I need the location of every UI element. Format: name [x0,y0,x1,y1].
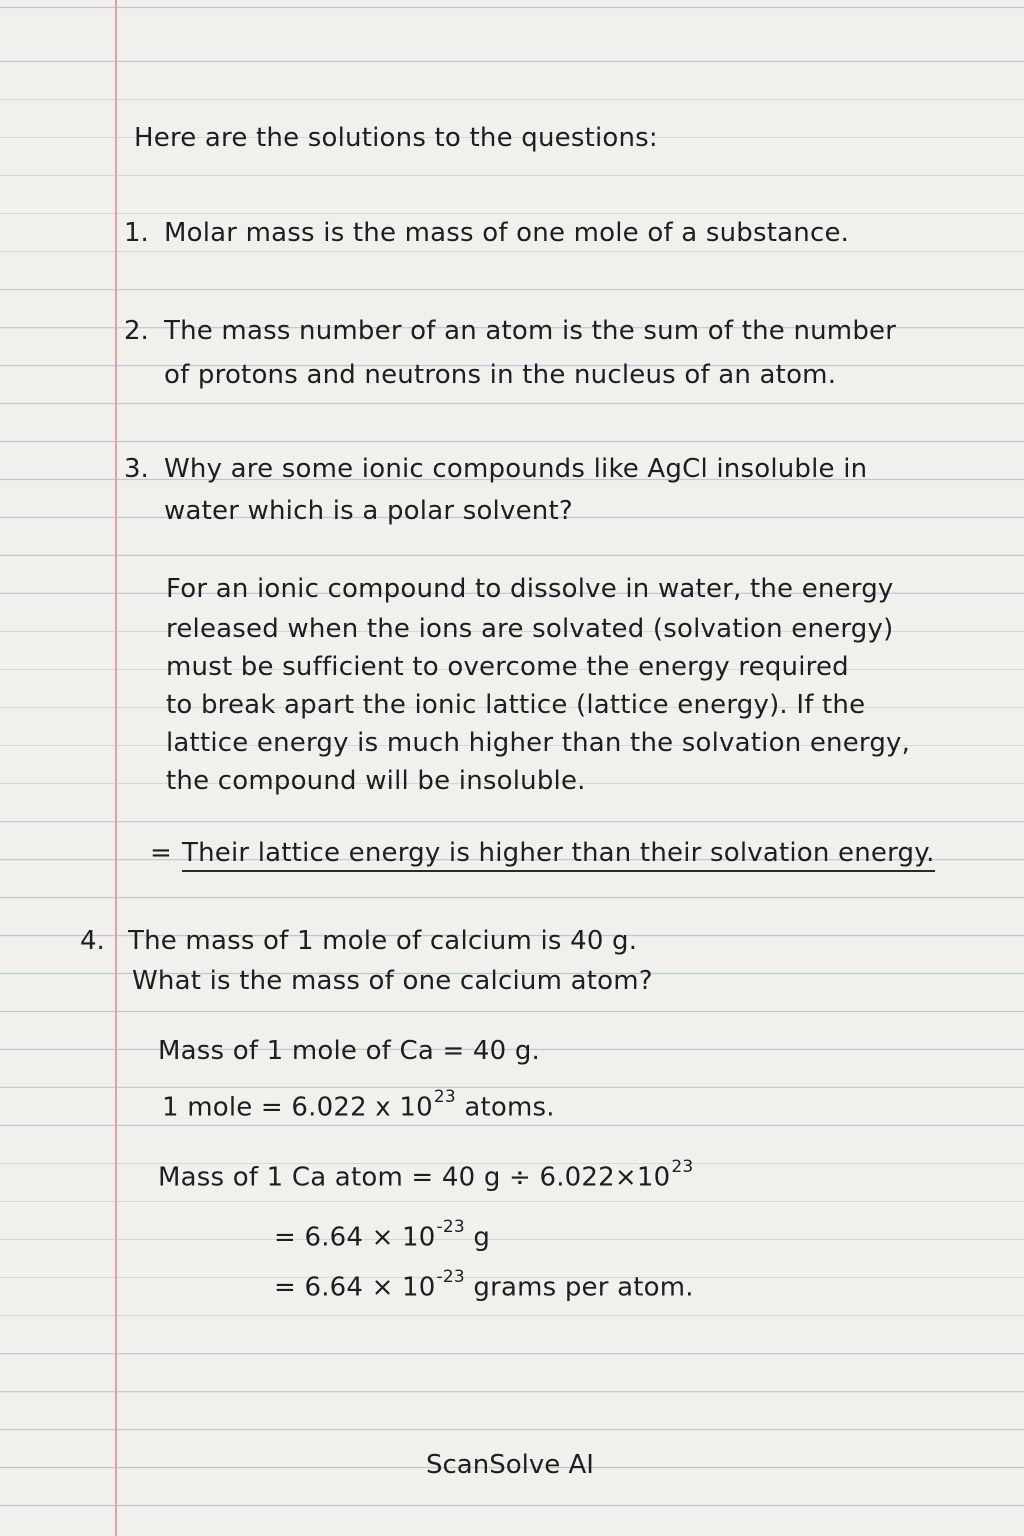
footer-brand: ScanSolve AI [426,1450,594,1480]
q3-explanation-line: released when the ions are solvated (solvation energy) [166,614,894,644]
q3-final-answer: Their lattice energy is higher than their solvation energy. [182,838,935,872]
q1-answer: Molar mass is the mass of one mole of a substance. [164,218,850,248]
q1-number: 1. [124,218,149,248]
q3-explanation-line: must be sufficient to overcome the energy required [166,652,849,682]
q4-calc-step2: = $6.64 \times 10^{-23}$ g [274,1217,491,1253]
q3-explanation-line: to break apart the ionic lattice (lattice energy). If the [166,690,866,720]
q4-question-line1: The mass of 1 mole of calcium is 40 g. [128,926,638,956]
q2-answer-line1: The mass number of an atom is the sum of the number [164,316,897,346]
q2-answer-line2: of protons and neutrons in the nucleus of an atom. [164,360,837,390]
q4-number: 4. [80,926,105,956]
q3-explanation-line: the compound will be insoluble. [166,766,586,796]
q3-explanation-line: lattice energy is much higher than the solvation energy, [166,728,911,758]
q3-question-line2: water which is a polar solvent? [164,496,573,526]
q4-given-avogadro: 1 mole = 6.022 x $10^{23}$ atoms. [162,1087,555,1123]
intro-text: Here are the solutions to the questions: [134,123,658,153]
q4-given-mass: Mass of 1 mole of Ca = 40 g. [158,1036,541,1066]
q2-number: 2. [124,316,149,346]
q3-question-line1: Why are some ionic compounds like AgCl insoluble in [164,454,868,484]
q4-calc-step1: Mass of 1 Ca atom = 40 $g \div 6.022\times 10^{23}$ [158,1157,694,1193]
q4-calc-step3: = $6.64 \times 10^{-23}$ grams per atom. [274,1267,694,1303]
q3-number: 3. [124,454,149,484]
q4-question-line2: What is the mass of one calcium atom? [132,966,653,996]
q3-answer-equals: = [150,838,172,868]
q3-explanation-line: For an ionic compound to dissolve in water, the energy [166,574,894,604]
